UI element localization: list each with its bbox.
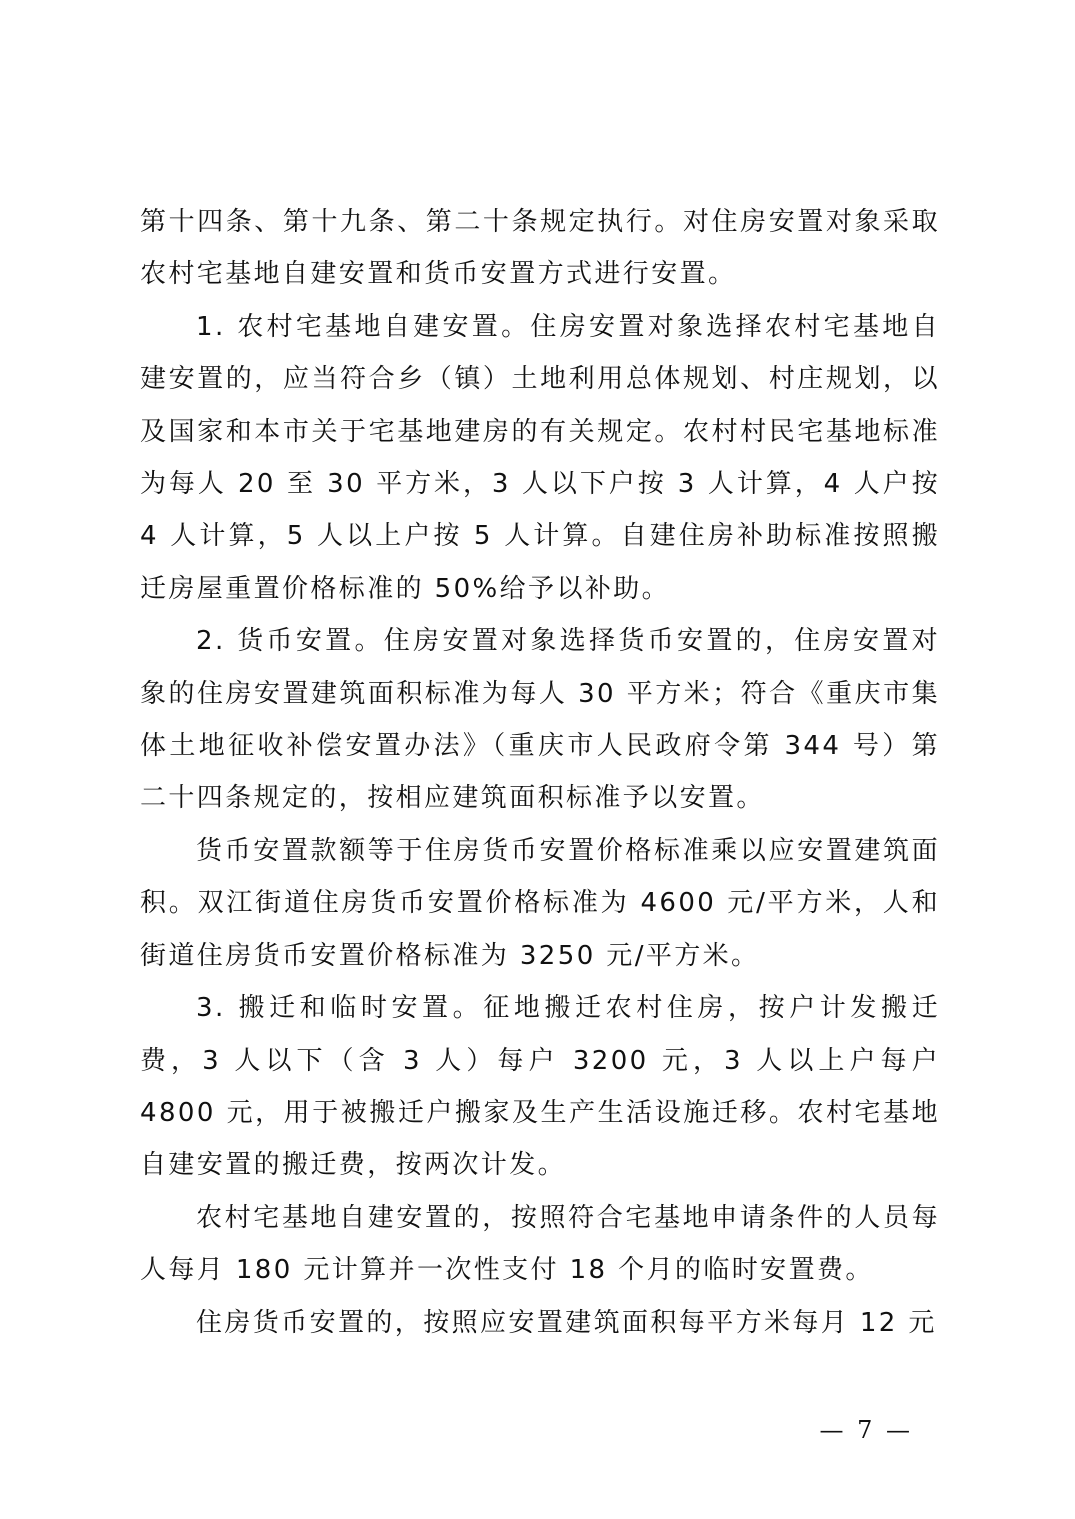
- paragraph-relocation-temporary: 3. 搬迁和临时安置。征地搬迁农村住房，按户计发搬迁费，3 人以下（含 3 人）每户 3200 元，3 人以上户每户 4800 元，用于被搬迁户搬家及生产生活设施迁移。农村宅基地自建安置的搬迁费，按两次计发。: [140, 993, 940, 1181]
- paragraph-monetary-amount: 货币安置款额等于住房货币安置价格标准乘以应安置建筑面积。双江街道住房货币安置价格标准为 4600 元/平方米，人和街道住房货币安置价格标准为 3250 元/平方米。: [140, 835, 940, 971]
- page-number: — 7 —: [819, 1416, 913, 1444]
- paragraph-homestead-resettlement: 1. 农村宅基地自建安置。住房安置对象选择农村宅基地自建安置的，应当符合乡（镇）土地利用总体规划、村庄规划，以及国家和本市关于宅基地建房的有关规定。农村村民宅基地标准为每人 20 至 30 平方米，3 人以下户按 3 人计算，4 人户按 4 人计算，5 人以上户按 5 人计算。自建住房补助标准按照搬迁房屋重置价格标准的 50%给予以补助。: [140, 311, 940, 604]
- body-text: [140, 196, 940, 1349]
- paragraph-temporary-fee-monetary: 住房货币安置的，按照应安置建筑面积每平方米每月 12 元: [196, 1307, 937, 1338]
- paragraph-continuation: 第十四条、第十九条、第二十条规定执行。对住房安置对象采取农村宅基地自建安置和货币安置方式进行安置。: [140, 207, 940, 290]
- paragraph-monetary-resettlement: 2. 货币安置。住房安置对象选择货币安置的，住房安置对象的住房安置建筑面积标准为每人 30 平方米；符合《重庆市集体土地征收补偿安置办法》（重庆市人民政府令第 344 号）第二十四条规定的，按相应建筑面积标准予以安置。: [140, 626, 940, 814]
- paragraph-temporary-fee-homestead: 农村宅基地自建安置的，按照符合宅基地申请条件的人员每人每月 180 元计算并一次性支付 18 个月的临时安置费。: [140, 1202, 940, 1286]
